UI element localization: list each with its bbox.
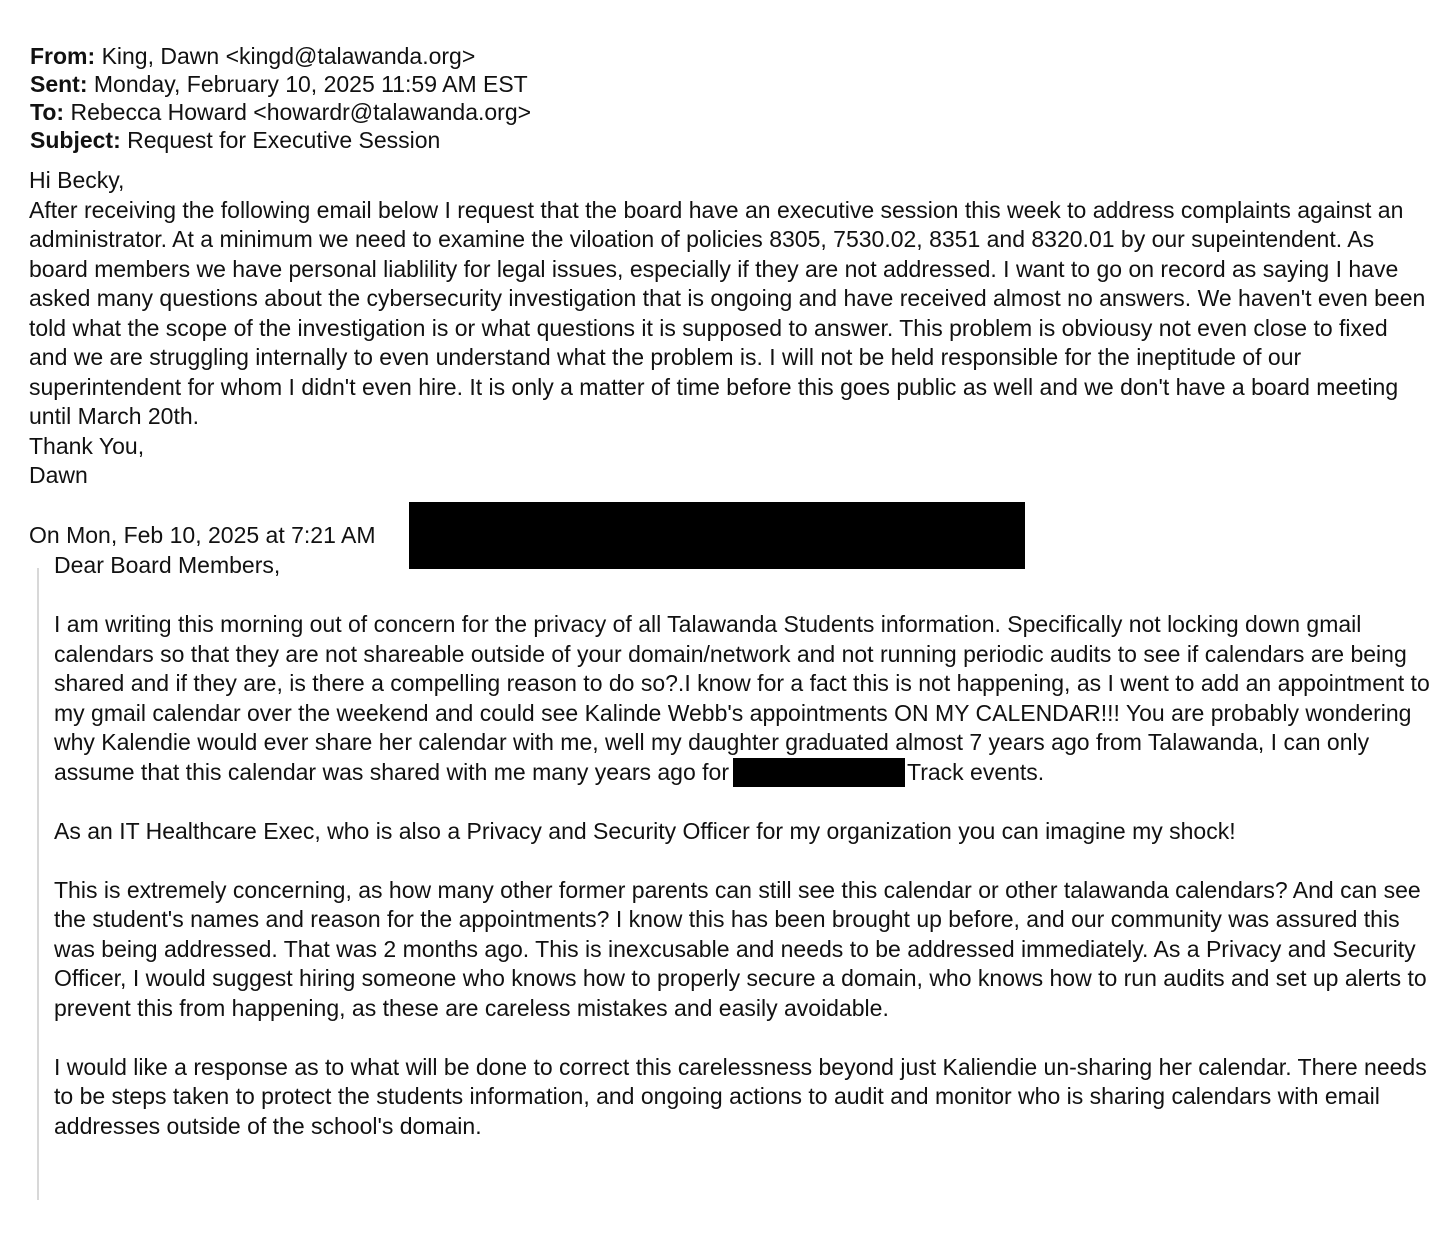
subject-line [30,126,531,154]
sent-value: Monday, February 10, 2025 11:59 AM EST [93,71,528,97]
quoted-paragraph-1-after: Track events. [907,758,1045,785]
to-label: To: [30,99,65,125]
to-line [30,98,531,126]
quoted-email-intro: On Mon, Feb 10, 2025 at 7:21 AM [29,522,376,548]
quoted-paragraph-3: This is extremely concerning, as how many other former parents can still see this calendar or other talawanda calendars? And can see the student's names and reason for the appointments? I know this has been brought up before, and our community was assured this was being addressed. That was 2 months ago. This is inexcusable and needs to be addressed immediately. As a Privacy and Security Officer, I would suggest hiring someone who knows how to properly secure a domain, who knows how to run audits and set up alerts to prevent this from happening, as these are careless mistakes and easily avoidable. [54,876,1427,1021]
quoted-paragraph-1-before: I am writing this morning out of concern for the privacy of all Talawanda Students information. Specifically not locking down gmail calendars so that they are not shareable outside of your domain/network and not running periodic audits to see if calendars are being shared and if they are, is there a compelling reason to do so?.I know for a fact this is not happening, as I went to add an appointment to my gmail calendar over the weekend and could see Kalinde Webb's appointments ON MY CALENDAR!!! You are probably wondering why Kalendie would ever share her calendar with me, well my daughter graduated almost 7 years ago from Talawanda, I can only assume that this calendar was shared with me many years ago for [54,611,1430,785]
to-value: Rebecca Howard <howardr@talawanda.org> [70,99,532,125]
quote-indent-bar [37,568,39,1200]
quoted-paragraph-4: I would like a response as to what will be done to correct this carelessness beyond just Kaliendie un-sharing her calendar. There needs to be steps taken to protect the students information, and ongoing actions to audit and monitor who is sharing calendars with email addresses outside of the school's domain. [54,1053,1427,1139]
redaction-inline [733,758,905,787]
email-header [30,42,531,154]
reply-signature: Dawn [29,462,88,488]
reply-body [29,166,1429,491]
sent-label: Sent: [30,71,88,97]
quoted-email-body [54,551,1444,1141]
reply-greeting: Hi Becky, [29,167,125,193]
reply-closing: Thank You, [29,432,145,459]
sent-line [30,70,531,98]
quoted-paragraph-1 [54,610,1444,787]
from-value: King, Dawn <kingd@talawanda.org> [101,43,476,69]
reply-paragraph: After receiving the following email below I request that the board have an executive session this week to address complaints against an administrator. At a minimum we need to examine the viloation of policies 8305, 7530.02, 8351 and 8320.01 by our supeintendent. As board members we have personal liablility for legal issues, especially if they are not addressed. I want to go on record as saying I have asked many questions about the cybersecurity investigation that is ongoing and have received almost no answers. We haven't even been told what the scope of the investigation is or what questions it is supposed to answer. This problem is obviousy not even close to fixed and we are struggling internally to even understand what the problem is. I will not be held responsible for the ineptitude of our superintendent for whom I didn't even hire. It is only a matter of time before this goes public as well and we don't have a board meeting until March 20th. [29,196,1426,429]
subject-value: Request for Executive Session [127,127,441,153]
subject-label: Subject: [30,127,121,153]
from-line [30,42,531,70]
quoted-paragraph-2: As an IT Healthcare Exec, who is also a Privacy and Security Officer for my organization you can imagine my shock! [54,817,1236,844]
from-label: From: [30,43,96,69]
quoted-salutation: Dear Board Members, [54,552,281,578]
